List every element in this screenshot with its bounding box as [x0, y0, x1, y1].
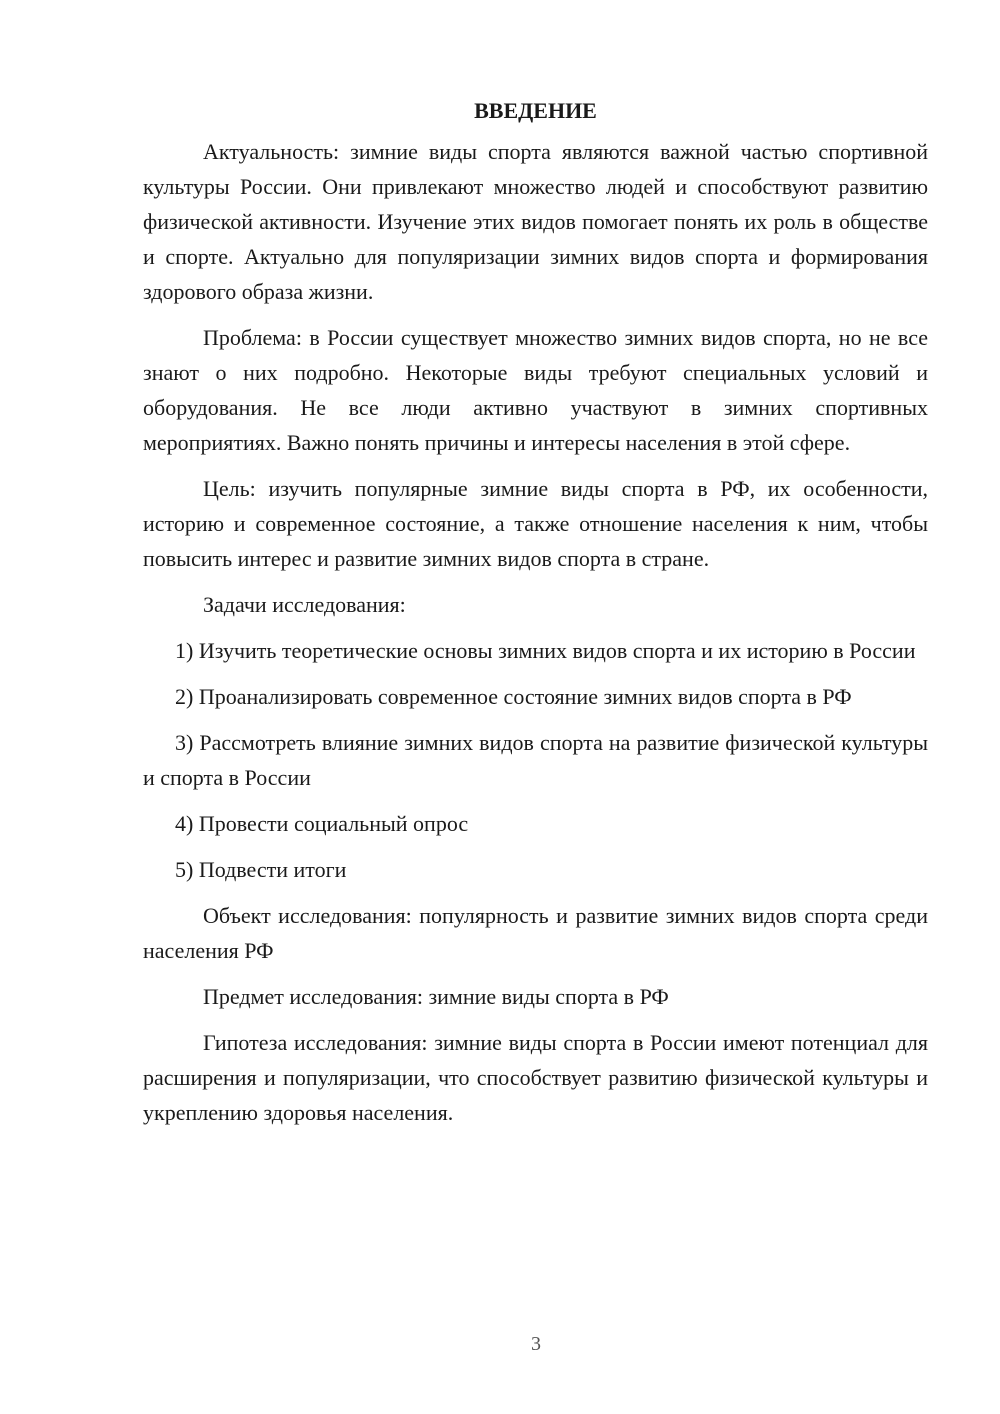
- paragraph-goal: Цель: изучить популярные зимние виды спорта в РФ, их особенности, историю и современное состояние, а также отношение населения к ним, чтобы повысить интерес и развитие зимних видов спорта в стране.: [143, 476, 928, 571]
- paragraph-relevance: Актуальность: зимние виды спорта являются важной частью спортивной культуры России. Они привлекают множество людей и способствуют развитию физической активности. Изучение этих видов помогает понять их роль в обществе и спорте. Актуально для популяризации зимних видов спорта и формирования здорового образа жизни.: [143, 139, 928, 304]
- paragraph-object: Объект исследования: популярность и развитие зимних видов спорта среди населения РФ: [143, 903, 928, 963]
- list-item: 2) Проанализировать современное состояние зимних видов спорта в РФ: [175, 684, 852, 709]
- tasks-heading: Задачи исследования:: [203, 592, 406, 617]
- document-page: [143, 93, 928, 1141]
- paragraph-problem: Проблема: в России существует множество зимних видов спорта, но не все знают о них подробно. Некоторые виды требуют специальных условий и оборудования. Не все люди активно участвуют в зимних спортивных мероприятиях. Важно понять причины и интересы населения в этой сфере.: [143, 325, 928, 455]
- list-item: 1) Изучить теоретические основы зимних видов спорта и их историю в России: [175, 638, 916, 663]
- paragraph-subject: Предмет исследования: зимние виды спорта в РФ: [203, 984, 669, 1009]
- page-title: ВВЕДЕНИЕ: [474, 98, 597, 123]
- list-item: 3) Рассмотреть влияние зимних видов спорта на развитие физической культуры и спорта в России: [143, 730, 928, 790]
- tasks-list: [143, 633, 928, 887]
- list-item: 4) Провести социальный опрос: [175, 811, 469, 836]
- list-item: 5) Подвести итоги: [175, 857, 347, 882]
- paragraph-hypothesis: Гипотеза исследования: зимние виды спорта в России имеют потенциал для расширения и популяризации, что способствует развитию физической культуры и укреплению здоровья населения.: [143, 1030, 928, 1125]
- page-number: 3: [531, 1333, 541, 1355]
